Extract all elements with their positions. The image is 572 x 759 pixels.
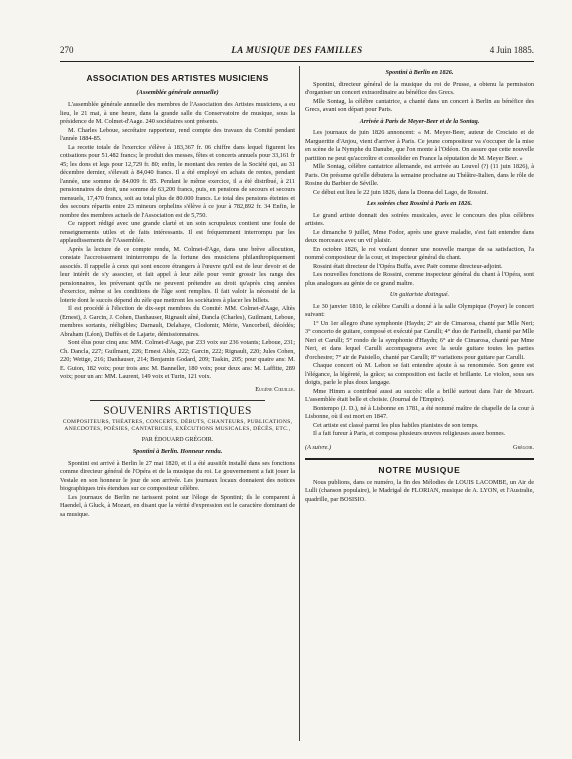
assoc-paragraph: Après la lecture de ce compte rendu, M. Colmet-d'Age, dans une brève allocution, constate l'accroissement ininterrompu de la fortune des musiciens philanthropiquement associés. Il rappelle à ceux qui sont encore étrangers à l'œuvre qu'il est de leur devoir et de leur intérêt de s'y associer, et fait appel à leur zèle pour venir grossir les rangs des pensionnaires, les prévenant qu'ils ne peuvent prétendre au droit qu'après cinq années d'exercice, même si les conditions de l'âge sont remplies. Il fait valoir la nécessité de la loterie dont le succès dépend du zèle que mettront les sociétaires à placer les billets.	[60, 245, 295, 304]
assoc-paragraph: L'assemblée générale annuelle des membres de l'Association des Artistes musiciens, a eu lieu, le 21 mai, à une heure, dans la grande salle du Conservatoire de musique, sous la présidence de M. Colmet-d'Aage. 240 sociétaires sont présents.	[60, 101, 295, 125]
article-paragraph: Mlle Sontag, célèbre cantatrice allemande, est arrivée au Louvel (?) (11 juin 1826), à Paris. On présume qu'elle débutera la semaine prochaine au Théâtre-Italien, dans le rôle de Rosine du Barbier de Séville.	[305, 163, 534, 187]
article-paragraph: Rossini était directeur de l'Opéra Buffa, avec Paër comme directeur-adjoint.	[313, 262, 503, 270]
article-paragraph: 1° Un 1er allegro d'une symphonie (Haydn; 2° air de Cimarosa, chanté par Mlle Neri; 3° concerto de guitare, composé et exécuté par Carulli; 4° duo de Farinelli, chanté par Mlle Neri et Carulli; 5° rondo de la symphonie d'Haydn; 6° air de Cimarosa, chanté par Mme Neri, et dans lequel Carulli accompagnera avec la seule guitare toutes les parties d'orchestre; 7° air de Paisiello, chanté par Carulli; 8° variations pour guitare par Carulli.	[305, 319, 534, 361]
assoc-subheading: (Assemblée générale annuelle)	[136, 88, 219, 96]
article-paragraph: En octobre 1826, le roi voulant donner une nouvelle marque de sa satisfaction, l'a nommé compositeur de la cour, et inspecteur général du chant.	[305, 245, 534, 261]
article-paragraph: Le 30 janvier 1810, le célèbre Carulli a donné à la salle Olympique (Foyer) le concert suivant:	[305, 302, 534, 318]
souvenirs-subtitle: COMPOSITEURS, THÉATRES, CONCERTS, DÉBUTS, CHANTEURS, PUBLICATIONS, ANECDOTES, POÉSIES, CANTATRICES, EXÉCUTIONS MUSICALES, DÉCÈS, ETC.,	[62, 418, 293, 432]
article-paragraph: Spontini, directeur général de la musique du roi de Prusse, a obtenu la permission d'organiser un concert extraordinaire au bénéfice des Grecs.	[305, 80, 534, 96]
souvenirs-section-title: Spontini à Berlin. Honneur rendu.	[132, 448, 223, 455]
assoc-paragraph: Sont élus pour cinq ans: MM. Colmet-d'Aage, par 233 voix sur 236 votants; Leboue, 231; Ch. Dancla, 227; Guilmant, 226; Ernest Altès, 222; Garcin, 222; Rignault, 220; Jules Cohen, 220; Wettge, 216; Danhauser, 214; Benjamin Godard, 209; Taskin, 205; pour quatre ans: M. E. Guion, 182 voix; pour trois ans: M. Banneller, 180 voix; pour deux ans: M. Laffitte, 289 voix; pour un an: MM. Laurent, 149 voix et Turin, 121 voix.	[60, 339, 295, 380]
notre-musique-text: Nous publions, dans ce numéro, la fin des Mélodies de LOUIS LACOMBE, un Air de Lulli (chanson populaire), le Madrigal de FLORIAN, musique de A. LYON, et l'Australie, quadrille, par BOSISIO.	[305, 478, 534, 503]
article-paragraph: Il a fait fureur à Paris, et composa plusieurs œuvres religieuses assez bonnes.	[313, 430, 506, 437]
article-paragraph: Le grand artiste donnait des soirées musicales, avec le concours des plus célèbres artistes.	[305, 211, 534, 227]
article-paragraph: Chaque concert où M. Lebon se fait entendre ajoute à sa renommée. Son genre est l'élégance, la légèreté, la grâce; sa composition est facile et brillante. Le violon, sous ses doigts, parle le plus doux langage.	[305, 362, 534, 386]
assoc-paragraph: La recette totale de l'exercice s'élève à 183,367 fr. 06 chiffre dans lequel figurent les cotisations pour 51.482 francs; le produit des messes, fêtes et concerts annuels pour 33,161 fr 45; les dons et legs pour 12,729 fr. 80; enfin, le montant des rentes de la Société qui, au 31 décembre dernier, s'élevait à 84,040 francs. Il a été employé en achats de rentes, pendant l'année, une somme de 84.009 fr. 85. Pendant le même exercice, il a été distribué, à 211 pensionnaires de droit, une somme de 63,200 francs, puis, en pensions de secours et secours mensuels, 17,470 francs, soit au total plus de 80.000 francs. Le total des pensions éteintes et des secours répartis entre 23 mineurs orphelins s'élève à ce jour à 782,892 fr. 34 Enfin, le nombre des membres actuels de l'Association est de 5,750.	[60, 143, 295, 219]
article-paragraph: Mlle Sontag, la célèbre cantatrice, a chanté dans un concert à Berlin au bénéfice des Grecs, avant son départ pour Paris.	[305, 97, 534, 113]
souvenirs-heading: SOUVENIRS ARTISTIQUES	[103, 405, 252, 417]
article-paragraph: Les journaux de juin 1826 annoncent: « M. Meyer-Beer, auteur de Crociato et de Margueritte d'Anjou, vient d'arriver à Paris. Ce jeune compositeur va s'occuper de la mise en scène de la Nymphe du Danube, que l'on monte à l'Odéon. On assure que cette nouvelle partition ne peut qu'accroître et consolider en France la réputation de M. Meyer Beer. »	[305, 129, 534, 162]
journal-title: LA MUSIQUE DES FAMILLES	[231, 45, 363, 55]
article-paragraph: Bontempo (J. D.), né à Lisbonne en 1781, a été nommé maître de chapelle de la cour à Lisbonne, où il est mort en 1847.	[305, 404, 534, 420]
souvenirs-byline: PAR ÉDOUARD GRÉGOIR.	[141, 436, 214, 443]
article-footer	[305, 444, 534, 453]
header-rule	[60, 61, 534, 62]
assoc-heading: ASSOCIATION DES ARTISTES MUSICIENS	[86, 73, 269, 83]
section-divider	[305, 458, 534, 460]
section-divider	[90, 400, 265, 401]
to-be-continued: (A suivre.)	[305, 443, 332, 451]
section-title: Un guitariste distingué.	[389, 291, 450, 298]
issue-date: 4 Juin 1885.	[489, 45, 534, 55]
article-paragraph: Les nouvelles fonctions de Rossini, comme inspecteur général du chant à l'Opéra, sont plus analogues au génie de ce grand maître.	[305, 271, 534, 287]
assoc-paragraph: M. Charles Leboue, secrétaire rapporteur, rend compte des travaux du Comité pendant l'année 1884-85.	[60, 126, 295, 142]
article-paragraph: Le dimanche 9 juillet, Mme Fodor, après une grave maladie, s'est fait entendre dans deux morceaux avec un vif plaisir.	[305, 228, 534, 244]
souvenirs-paragraph: Spontini est arrivé à Berlin le 27 mai 1820, et il a été aussitôt installé dans ses fonctions comme directeur général de l'Opéra et de la musique du roi. Le gouvernement a fait jouer la Vestale en son honneur le jour de son arrivée. Les journaux locaux donnaient des notices biographiques très étendues sur ce compositeur célèbre.	[60, 459, 295, 492]
article-paragraph: Mme Himm a contribué aussi au succès: elle a brillé surtout dans l'air de Mozart. L'assemblée était belle et choisie. (Journal de l'Empire).	[305, 387, 534, 403]
section-title: Arrivée à Paris de Meyer-Beer et de la Sontag.	[359, 117, 480, 125]
column-separator	[299, 66, 300, 741]
souvenirs-paragraph: Les journaux de Berlin ne tarissent point sur l'éloge de Spontini; ils le comparent à Haendel, à Gluck, à Mozart, en disant que la vérité d'expression est le caractère dominant de sa musique.	[60, 493, 295, 518]
article-signature: Grégoir.	[513, 443, 534, 451]
assoc-paragraph: Il est procédé à l'élection de dix-sept membres du Comité: MM. Colmet-d'Aage, Altès (Ernest), J. Garcin, J. Cohen, Danhauser, Rignault aîné, Dancla (Charles), Guilmant, Leboue, membres sortants, rééligibles; Darnault, Delahaye, Clodomir, Mérie, Vancorbeil, décédés; Abraham (Léon), Duffès et de Lajarte, démissionnaires.	[60, 305, 295, 338]
page-header	[60, 45, 534, 59]
section-title: Spontini à Berlin en 1826.	[385, 69, 454, 76]
section-title: Les soirées chez Rossini à Paris en 1826.	[366, 200, 473, 207]
assoc-paragraph: Ce rapport rédigé avec une grande clarté et un soin scrupuleux contient une foule de renseignements utiles et de faits intéressants. Il est fréquemment interrompu par les applaudissements de l'Assemblée.	[60, 220, 295, 244]
notre-musique-heading: NOTRE MUSIQUE	[378, 465, 461, 475]
article-paragraph: Ce début eut lieu le 22 juin 1826, dans la Donna del Lago, de Rossini.	[313, 188, 489, 196]
left-column	[60, 66, 295, 741]
right-column	[305, 66, 534, 741]
assoc-signature: Eugène Cœuille.	[255, 385, 295, 393]
article-paragraph: Cet artiste est classé parmi les plus habiles pianistes de son temps.	[313, 421, 479, 429]
page-number: 270	[60, 45, 74, 55]
